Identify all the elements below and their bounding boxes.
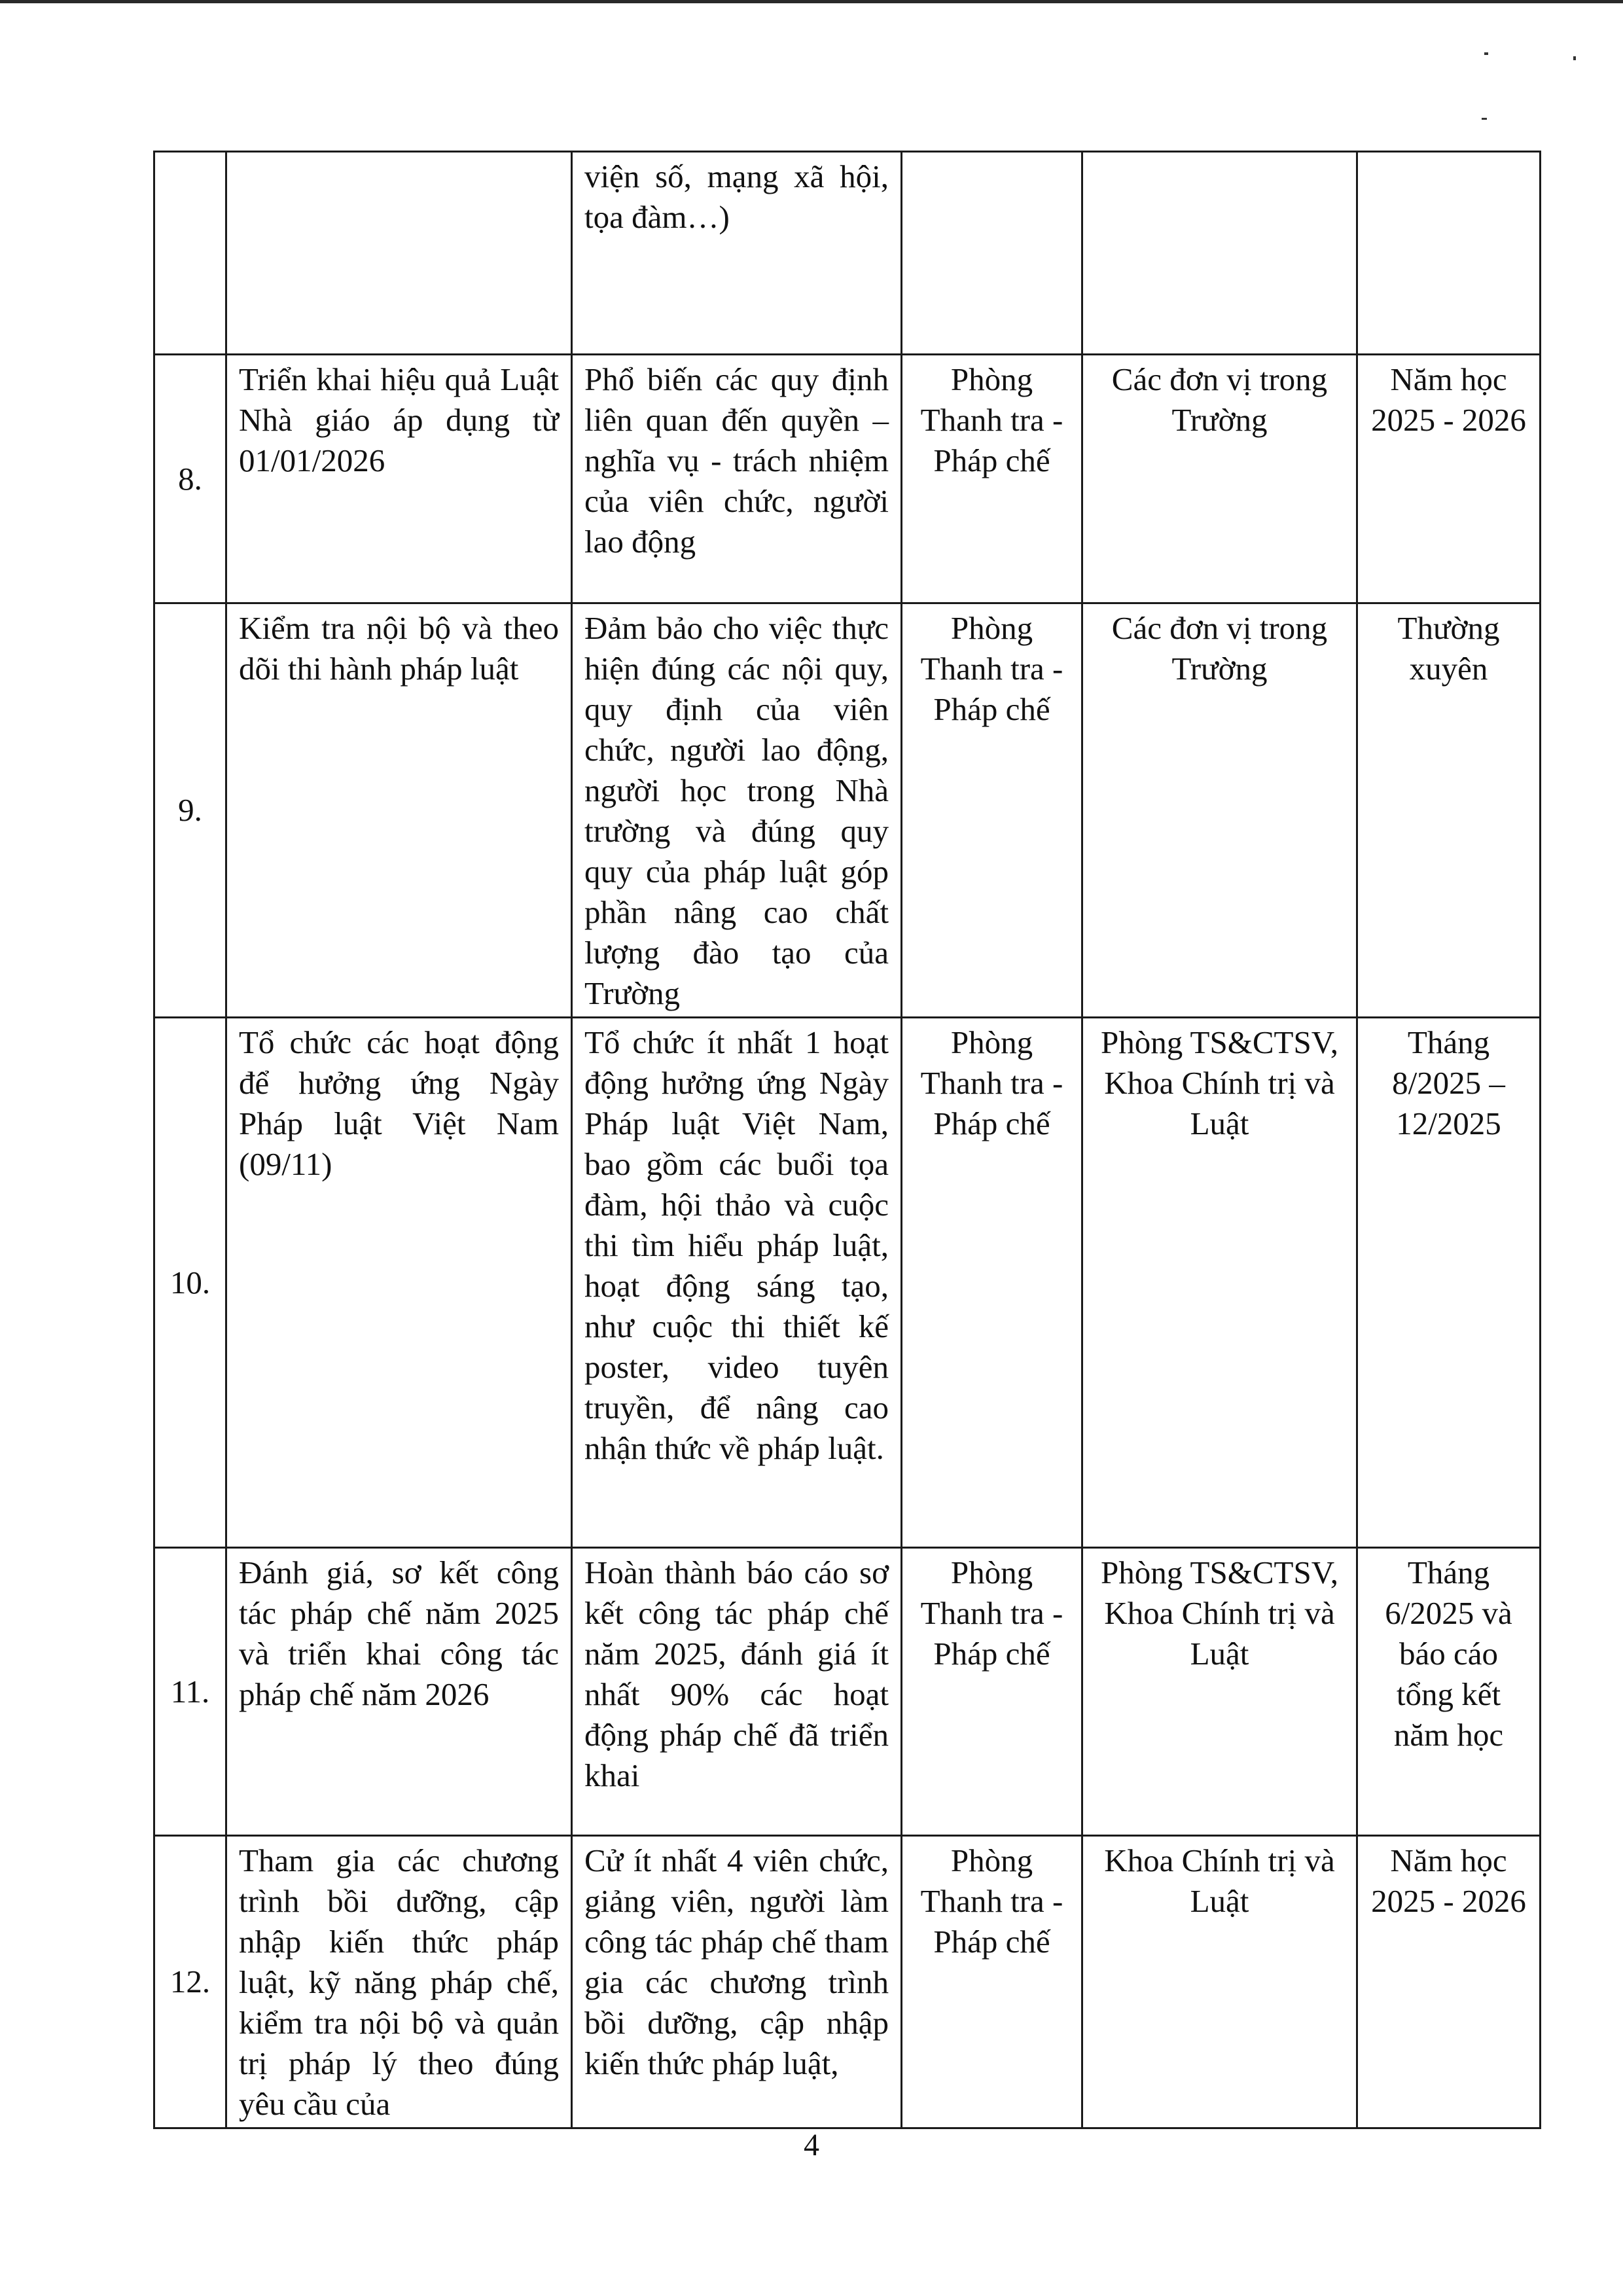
row-number-cell	[154, 1836, 226, 2128]
lead-unit-cell	[902, 1018, 1082, 1548]
coordinating-unit-text: Phòng TS&CTSV, Khoa Chính trị và Luật	[1100, 1024, 1339, 1141]
scan-speck	[1573, 56, 1576, 60]
task-cell	[226, 1018, 572, 1548]
task-cell	[226, 603, 572, 1018]
scan-speck	[1482, 118, 1487, 120]
scan-top-edge	[0, 0, 1623, 3]
coordinating-unit-cell	[1082, 1836, 1357, 2128]
target-cell	[572, 1018, 902, 1548]
plan-table	[153, 151, 1541, 2129]
coordinating-unit-text: Phòng TS&CTSV, Khoa Chính trị và Luật	[1100, 1554, 1339, 1672]
time-cell	[1357, 152, 1541, 355]
target-text: Cử ít nhất 4 viên chức, giảng viên, người làm công tác pháp chế tham gia các chương trình bồi dưỡng, cập nhập kiến thức pháp luật,	[584, 1842, 889, 2081]
task-cell	[226, 152, 572, 355]
time-cell	[1357, 1018, 1541, 1548]
target-text: viện số, mạng xã hội, tọa đàm…)	[584, 158, 889, 235]
row-number-cell	[154, 152, 226, 355]
time-cell	[1357, 1836, 1541, 2128]
lead-unit-cell	[902, 152, 1082, 355]
time-text: Tháng 8/2025 – 12/2025	[1392, 1024, 1505, 1141]
target-cell	[572, 152, 902, 355]
table-row	[154, 603, 1541, 1018]
target-text: Hoàn thành báo cáo sơ kết công tác pháp chế năm 2025, đánh giá ít nhất 90% các hoạt động pháp chế đã triển khai	[584, 1554, 889, 1793]
row-number: 10.	[169, 1264, 211, 1300]
target-cell	[572, 1548, 902, 1836]
scan-speck	[1484, 52, 1488, 55]
lead-unit-cell	[902, 355, 1082, 603]
target-text: Tổ chức ít nhất 1 hoạt động hưởng ứng Ngày Pháp luật Việt Nam, bao gồm các buổi tọa đàm, hội thảo và cuộc thi tìm hiểu pháp luật, hoạt động sáng tạo, như cuộc thi thiết kế poster, video tuyên truyền, để nâng cao nhận thức về pháp luật.	[584, 1024, 889, 1466]
lead-unit-text: Phòng Thanh tra - Pháp chế	[920, 1842, 1063, 1960]
row-number: 9.	[178, 792, 202, 828]
row-number-cell	[154, 603, 226, 1018]
row-number-cell	[154, 355, 226, 603]
coordinating-unit-cell	[1082, 1548, 1357, 1836]
coordinating-unit-cell	[1082, 603, 1357, 1018]
lead-unit-text: Phòng Thanh tra - Pháp chế	[920, 361, 1063, 478]
time-cell	[1357, 355, 1541, 603]
target-cell	[572, 355, 902, 603]
time-cell	[1357, 1548, 1541, 1836]
target-text: Phổ biến các quy định liên quan đến quyền – nghĩa vụ - trách nhiệm của viên chức, người lao động	[584, 361, 889, 560]
task-text: Tham gia các chương trình bồi dưỡng, cập nhập kiến thức pháp luật, kỹ năng pháp chế, kiểm tra nội bộ và quản trị pháp lý theo đúng yêu cầu của	[239, 1842, 559, 2122]
task-cell	[226, 355, 572, 603]
coordinating-unit-cell	[1082, 355, 1357, 603]
lead-unit-text: Phòng Thanh tra - Pháp chế	[920, 610, 1063, 727]
row-number: 8.	[178, 460, 202, 497]
table-row	[154, 1836, 1541, 2128]
lead-unit-cell	[902, 1836, 1082, 2128]
task-text: Tổ chức các hoạt động để hưởng ứng Ngày Pháp luật Việt Nam (09/11)	[239, 1024, 559, 1182]
table-row	[154, 1548, 1541, 1836]
task-text: Đánh giá, sơ kết công tác pháp chế năm 2025 và triển khai công tác pháp chế năm 2026	[239, 1554, 559, 1712]
coordinating-unit-cell	[1082, 152, 1357, 355]
lead-unit-cell	[902, 1548, 1082, 1836]
row-number: 12.	[169, 1964, 211, 2000]
lead-unit-text: Phòng Thanh tra - Pháp chế	[920, 1554, 1063, 1672]
row-number: 11.	[170, 1673, 210, 1710]
row-number-cell	[154, 1018, 226, 1548]
time-text: Thường xuyên	[1397, 610, 1500, 687]
task-text: Triển khai hiệu quả Luật Nhà giáo áp dụng từ 01/01/2026	[239, 361, 559, 478]
table-row	[154, 1018, 1541, 1548]
page-number: 4	[804, 2128, 819, 2162]
time-cell	[1357, 603, 1541, 1018]
target-text: Đảm bảo cho việc thực hiện đúng các nội quy, quy định của viên chức, người lao động, người học trong Nhà trường và đúng quy quy của pháp luật góp phần nâng cao chất lượng đào tạo của Trường	[584, 610, 889, 1011]
lead-unit-cell	[902, 603, 1082, 1018]
task-text: Kiểm tra nội bộ và theo dõi thi hành pháp luật	[239, 610, 559, 687]
coordinating-unit-text: Các đơn vị trong Trường	[1111, 361, 1328, 438]
target-cell	[572, 1836, 902, 2128]
time-text: Năm học 2025 - 2026	[1371, 1842, 1526, 1919]
coordinating-unit-text: Các đơn vị trong Trường	[1111, 610, 1328, 687]
table-row	[154, 152, 1541, 355]
task-cell	[226, 1836, 572, 2128]
coordinating-unit-cell	[1082, 1018, 1357, 1548]
lead-unit-text: Phòng Thanh tra - Pháp chế	[920, 1024, 1063, 1141]
coordinating-unit-text: Khoa Chính trị và Luật	[1104, 1842, 1335, 1919]
time-text: Tháng 6/2025 và báo cáo tổng kết năm học	[1385, 1554, 1512, 1753]
time-text: Năm học 2025 - 2026	[1371, 361, 1526, 438]
task-cell	[226, 1548, 572, 1836]
row-number-cell	[154, 1548, 226, 1836]
table-row	[154, 355, 1541, 603]
target-cell	[572, 603, 902, 1018]
